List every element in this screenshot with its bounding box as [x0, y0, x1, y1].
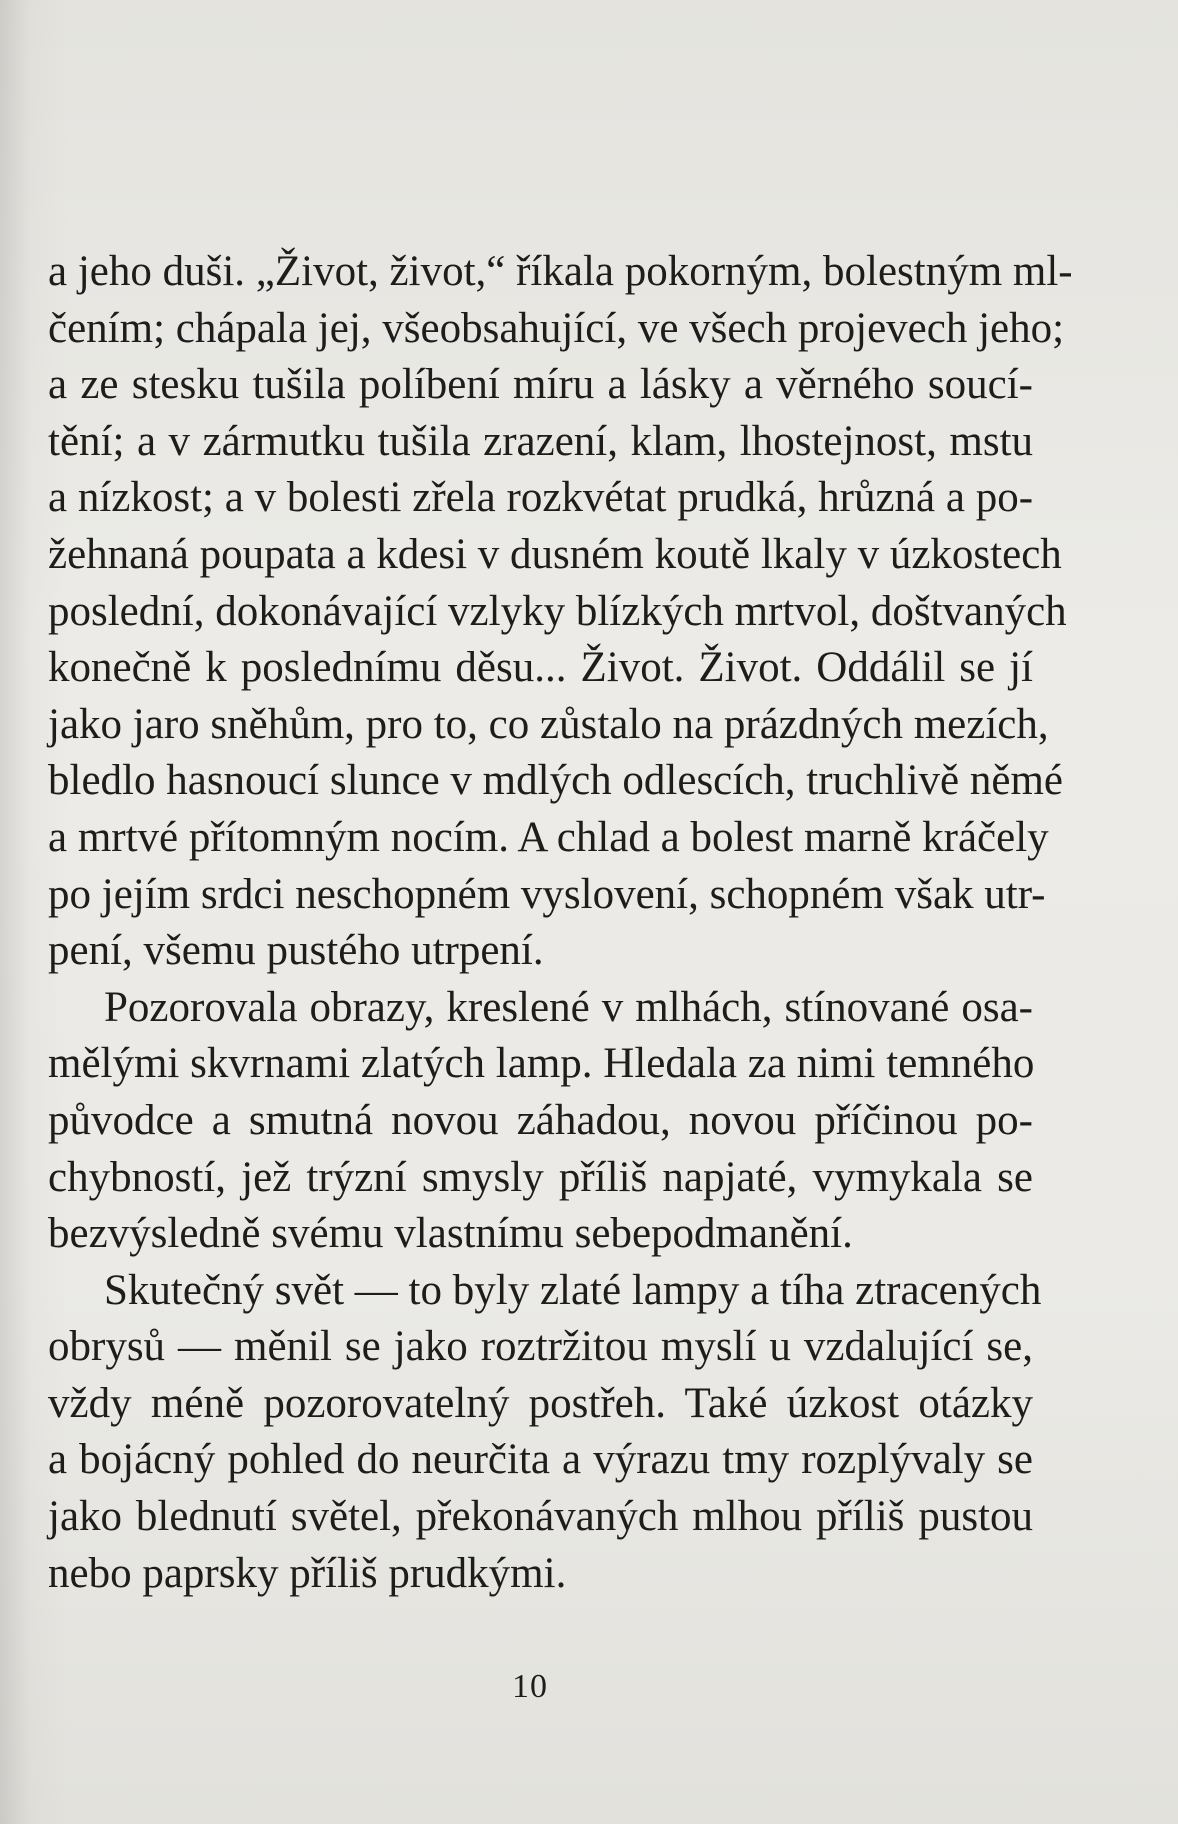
- text-line: původce a smutná novou záhadou, novou příčinou po-: [48, 1096, 1033, 1144]
- text-line: bezvýsledně svému vlastnímu sebepodmanění.: [48, 1210, 853, 1258]
- text-line: obrysů — měnil se jako roztržitou myslí u vzdalující se,: [48, 1323, 1033, 1371]
- text-line: vždy méně pozorovatelný postřeh. Také úzkost otázky: [48, 1379, 1033, 1427]
- text-line: tění; a v zármutku tušila zrazení, klam, lhostejnost, mstu: [48, 417, 1033, 465]
- text-line: a jeho duši. „Život, život,“ říkala pokorným, bolestným ml-: [48, 248, 1073, 295]
- text-line: a ze stesku tušila políbení míru a lásky a věrného soucí-: [48, 361, 1033, 409]
- text-line: nebo paprsky příliš prudkými.: [48, 1549, 567, 1597]
- page-number: 10: [512, 1668, 548, 1705]
- text-line: po jejím srdci neschopném vyslovení, schopném však utr-: [48, 870, 1046, 918]
- text-line: Pozorovala obrazy, kreslené v mlhách, stínované osa-: [104, 983, 1033, 1031]
- text-line: pení, všemu pustého utrpení.: [48, 927, 544, 975]
- text-line: Skutečný svět — to byly zlaté lampy a tíha ztracených: [104, 1266, 1042, 1314]
- text-line: mělými skvrnami zlatých lamp. Hledala za nimi temného: [48, 1040, 1035, 1088]
- paragraph-3: [48, 1263, 1042, 1603]
- paragraph-2: [48, 980, 1033, 1263]
- text-line: jako blednutí světel, překonávaných mlhou příliš pustou: [48, 1493, 1033, 1541]
- text-line: čením; chápala jej, všeobsahující, ve všech projevech jeho;: [48, 304, 1065, 352]
- text-line: chybností, jež trýzní smysly příliš napjaté, vymykala se: [48, 1153, 1033, 1201]
- text-line: a mrtvé přítomným nocím. A chlad a bolest marně kráčely: [48, 813, 1049, 861]
- text-line: bledlo hasnoucí slunce v mdlých odlescích, truchlivě němé: [48, 757, 1063, 805]
- text-line: žehnaná poupata a kdesi v dusném koutě lkaly v úzkostech: [48, 530, 1062, 578]
- text-line: jako jaro sněhům, pro to, co zůstalo na prázdných mezích,: [48, 700, 1049, 748]
- text-line: poslední, dokonávající vzlyky blízkých mrtvol, doštvaných: [48, 587, 1067, 635]
- text-line: a bojácný pohled do neurčita a výrazu tmy rozplývaly se: [48, 1436, 1033, 1484]
- text-line: konečně k poslednímu děsu... Život. Život. Oddálil se jí: [48, 644, 1033, 692]
- text-line: a nízkost; a v bolesti zřela rozkvétat prudká, hrůzná a po-: [48, 474, 1034, 522]
- paragraph-1: [48, 244, 1073, 980]
- body-text: [48, 244, 1073, 1602]
